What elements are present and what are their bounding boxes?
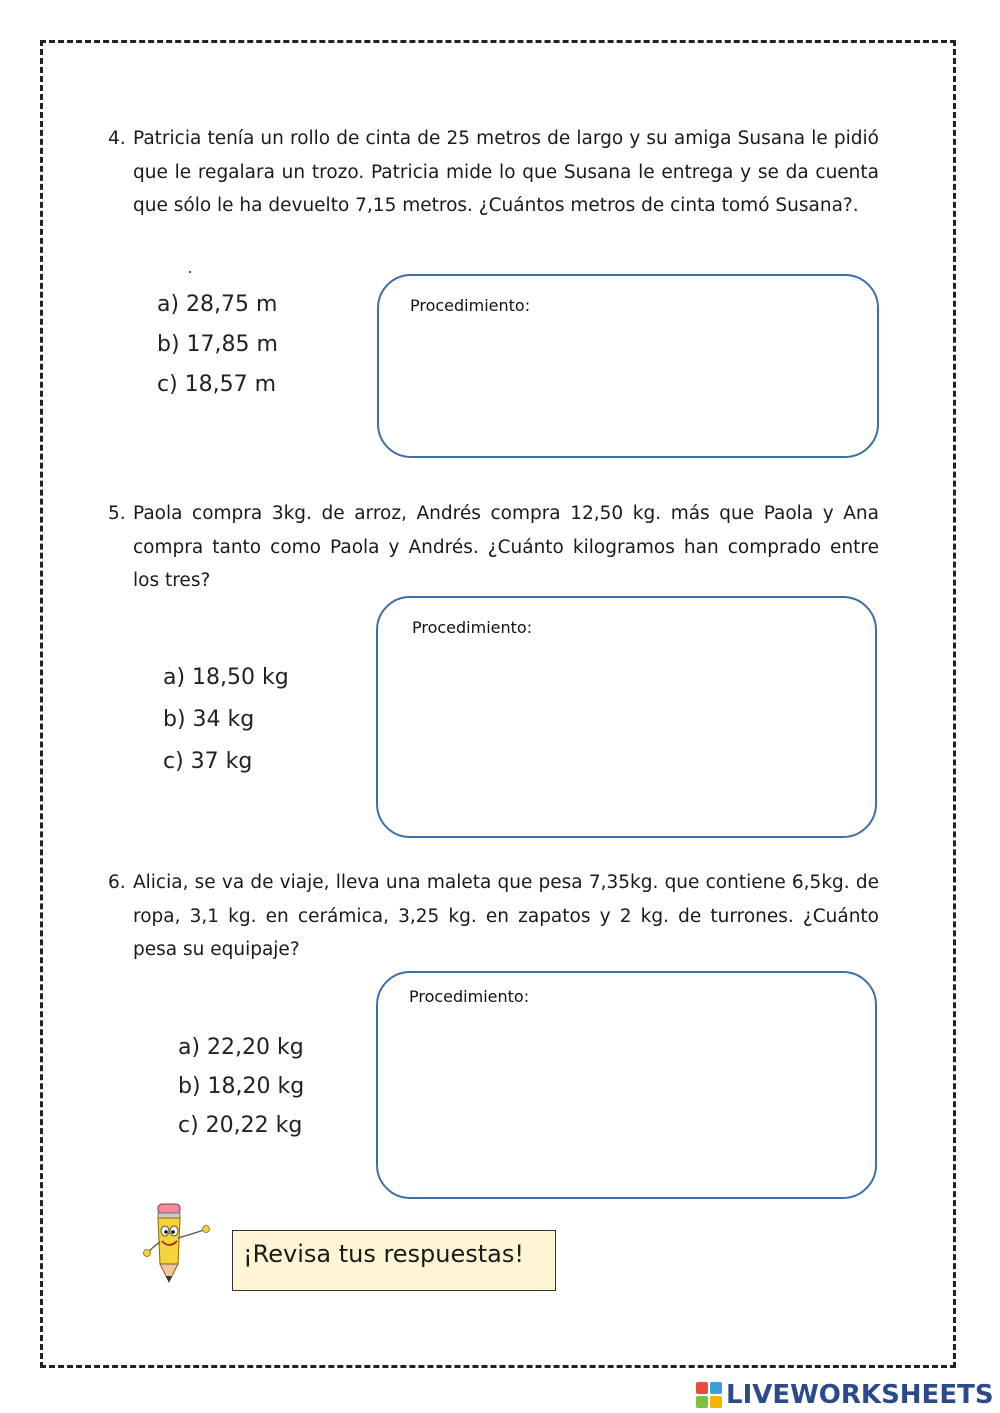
question-number: 5. xyxy=(108,503,126,524)
stray-dot xyxy=(189,271,191,273)
question-5 xyxy=(108,497,879,602)
procedure-label: Procedimiento: xyxy=(409,987,530,1006)
procedure-label: Procedimiento: xyxy=(410,296,531,315)
procedure-box-4[interactable] xyxy=(377,274,879,458)
question-number: 6. xyxy=(108,872,126,893)
option-b[interactable]: b) 34 kg xyxy=(163,707,255,732)
review-answers-banner: ¡Revisa tus respuestas! xyxy=(232,1230,556,1291)
question-number: 4. xyxy=(108,128,126,149)
option-c[interactable]: c) 18,57 m xyxy=(157,372,277,397)
options-question-4 xyxy=(157,285,278,405)
question-text: Alicia, se va de viaje, lleva una maleta que pesa 7,35kg. que contiene 6,5kg. de ropa, 3,1 kg. en cerámica, 3,25 kg. en zapatos y 2 kg. de turrones. ¿Cuánto pesa su equipaje? xyxy=(133,872,879,960)
question-text: Paola compra 3kg. de arroz, Andrés compra 12,50 kg. más que Paola y Ana compra tanto como Paola y Andrés. ¿Cuánto kilogramos han comprado entre los tres? xyxy=(133,503,879,591)
procedure-box-5[interactable] xyxy=(376,596,877,838)
option-a[interactable]: a) 22,20 kg xyxy=(178,1035,304,1060)
brand-name: LIVEWORKSHEETS xyxy=(726,1380,994,1410)
question-text: Patricia tenía un rollo de cinta de 25 metros de largo y su amiga Susana le pidió que le regalara un trozo. Patricia mide lo que Susana le entrega y se da cuenta que sólo le ha devuelto 7,15 metros. ¿Cuántos metros de cinta tomó Susana?. xyxy=(133,128,879,216)
procedure-label: Procedimiento: xyxy=(412,618,533,637)
option-c[interactable]: c) 37 kg xyxy=(163,749,253,774)
question-4 xyxy=(108,122,879,262)
option-b[interactable]: b) 18,20 kg xyxy=(178,1074,305,1099)
question-6 xyxy=(108,866,879,971)
options-question-6 xyxy=(178,1028,304,1145)
option-b[interactable]: b) 17,85 m xyxy=(157,332,278,357)
option-a[interactable]: a) 18,50 kg xyxy=(163,665,289,690)
procedure-box-6[interactable] xyxy=(376,971,877,1199)
liveworksheets-logo-icon xyxy=(696,1382,722,1408)
pencil-mascot-icon xyxy=(140,1198,220,1290)
options-question-5 xyxy=(163,657,289,783)
option-c[interactable]: c) 20,22 kg xyxy=(178,1113,303,1138)
liveworksheets-brand xyxy=(696,1380,994,1410)
option-a[interactable]: a) 28,75 m xyxy=(157,292,278,317)
